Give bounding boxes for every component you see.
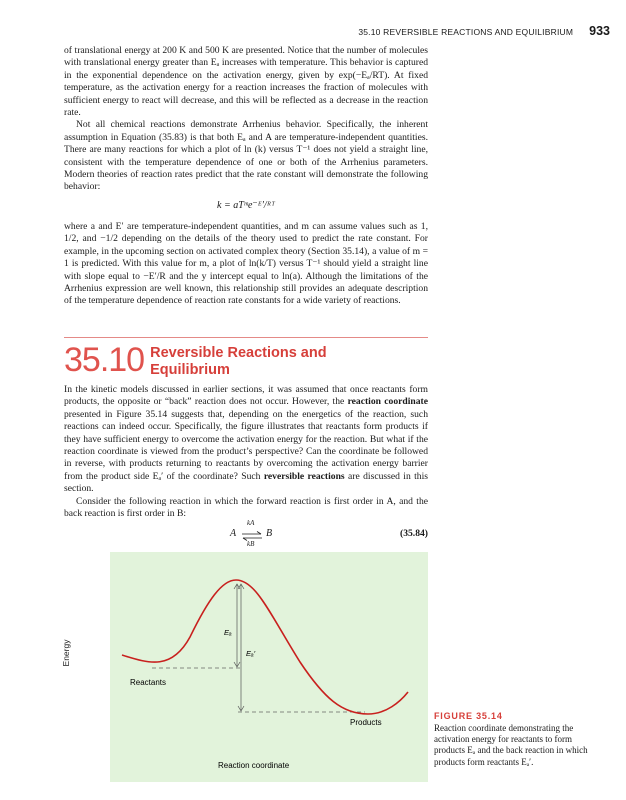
reactants-label: Reactants [130, 678, 167, 687]
figure-caption [434, 711, 594, 768]
energy-diagram [110, 552, 428, 782]
reaction-equation [64, 519, 428, 551]
page-number: 933 [589, 24, 610, 38]
rate-equation: k = aTᵐe⁻ᴱ′/ᴿᵀ [217, 199, 275, 211]
ea-label: Eₐ [224, 628, 232, 637]
paragraph-4-part-c: are discussed in this section. [64, 470, 428, 495]
y-axis-label: Energy [61, 639, 71, 667]
section-number: 35.10 [64, 341, 145, 379]
body-column-section [64, 384, 428, 520]
paragraph-4 [64, 384, 428, 496]
x-axis-label: Reaction coordinate [218, 761, 290, 770]
paragraph-3: where a and E′ are temperature-independent quantities, and m can assume values such as 1, 1/2, and −1/2 depending on the details of the theory used to predict the rate constant. For example, in the upcoming section on activated complex theory (Section 35.14), a value of m = 1 is predicted. With this value for m, a plot of ln(k/T) versus T⁻¹ should yield a straight line with slope equal to −E′/R and the y intercept equal to ln(a). Although the limitations of the Arrhenius expression are well known, this relationship still provides an adequate description of the temperature dependence of reaction rate constants for a wide variety of reactions. [64, 220, 428, 307]
section-title: Reversible Reactions and Equilibrium [150, 345, 327, 378]
paragraph-1: of translational energy at 200 K and 500 K are presented. Notice that the number of molecules with translational energy greater than Eₐ increases with temperature. This behavior is captured in the exponential dependence on the activation energy, given by exp(−Eₐ/RT). At fixed temperature, as the activation energy for a reaction increases the fraction of molecules with sufficient energy to react will decrease, and this will be reflected as a decrease in the reaction rate. [64, 45, 428, 119]
figure-title: FIGURE 35.14 [434, 711, 503, 721]
product-b: B [266, 528, 273, 539]
paragraph-2: Not all chemical reactions demonstrate Arrhenius behavior. Specifically, the inherent assumption in Equation (35.83) is that both Eₐ and A are temperature-independent quantities. There are many reactions for which a plot of ln (k) versus T⁻¹ does not yield a straight line, consistent with the temperature dependence of one or both of the Arrhenius parameters. Modern theories of reaction rates predict that the rate constant will demonstrate the following behavior: [64, 119, 428, 193]
k-forward: kA [247, 519, 255, 527]
term-reversible-reactions: reversible reactions [263, 470, 345, 482]
ea-prime-label: Eₐ′ [246, 649, 256, 658]
body-column-top [64, 45, 428, 308]
running-header [358, 24, 610, 38]
running-title: 35.10 REVERSIBLE REACTIONS AND EQUILIBRIUM [358, 27, 574, 37]
section-divider [64, 337, 428, 338]
section-heading [64, 340, 350, 380]
reactant-a: A [230, 528, 237, 539]
equation-number: (35.84) [400, 528, 428, 539]
reaction-coordinate-plot [110, 552, 428, 782]
products-label: Products [350, 718, 382, 727]
term-reaction-coordinate: reaction coordinate [347, 396, 428, 408]
energy-curve [122, 580, 408, 714]
k-back: kB [247, 540, 255, 548]
paragraph-4-part-a: In the kinetic models discussed in earlier sections, it was assumed that once reactants form products, the opposite or “back” reaction does not occur. However, the [64, 384, 428, 408]
figure-caption-text: Reaction coordinate demonstrating the activation energy for reactants to form products Eₐ and the back reaction in which products form reactants Eₐ′. [434, 723, 588, 767]
paragraph-4-part-b: presented in Figure 35.14 suggests that, depending on the energetics of the reaction, such reactions can indeed occur. Specifically, the figure illustrates that reactants form products if they have sufficient energy to overcome the activation energy for the reaction. But what if the reaction coordinate is viewed from the product’s perspective? Can the coordinate be followed in reverse, with products returning to reactants by overcoming the activation energy barrier from the product side Eₐ′ of the coordinate? Such [64, 408, 428, 482]
paragraph-5: Consider the following reaction in which the forward reaction is first order in A, and the back reaction is first order in B: [64, 495, 428, 520]
